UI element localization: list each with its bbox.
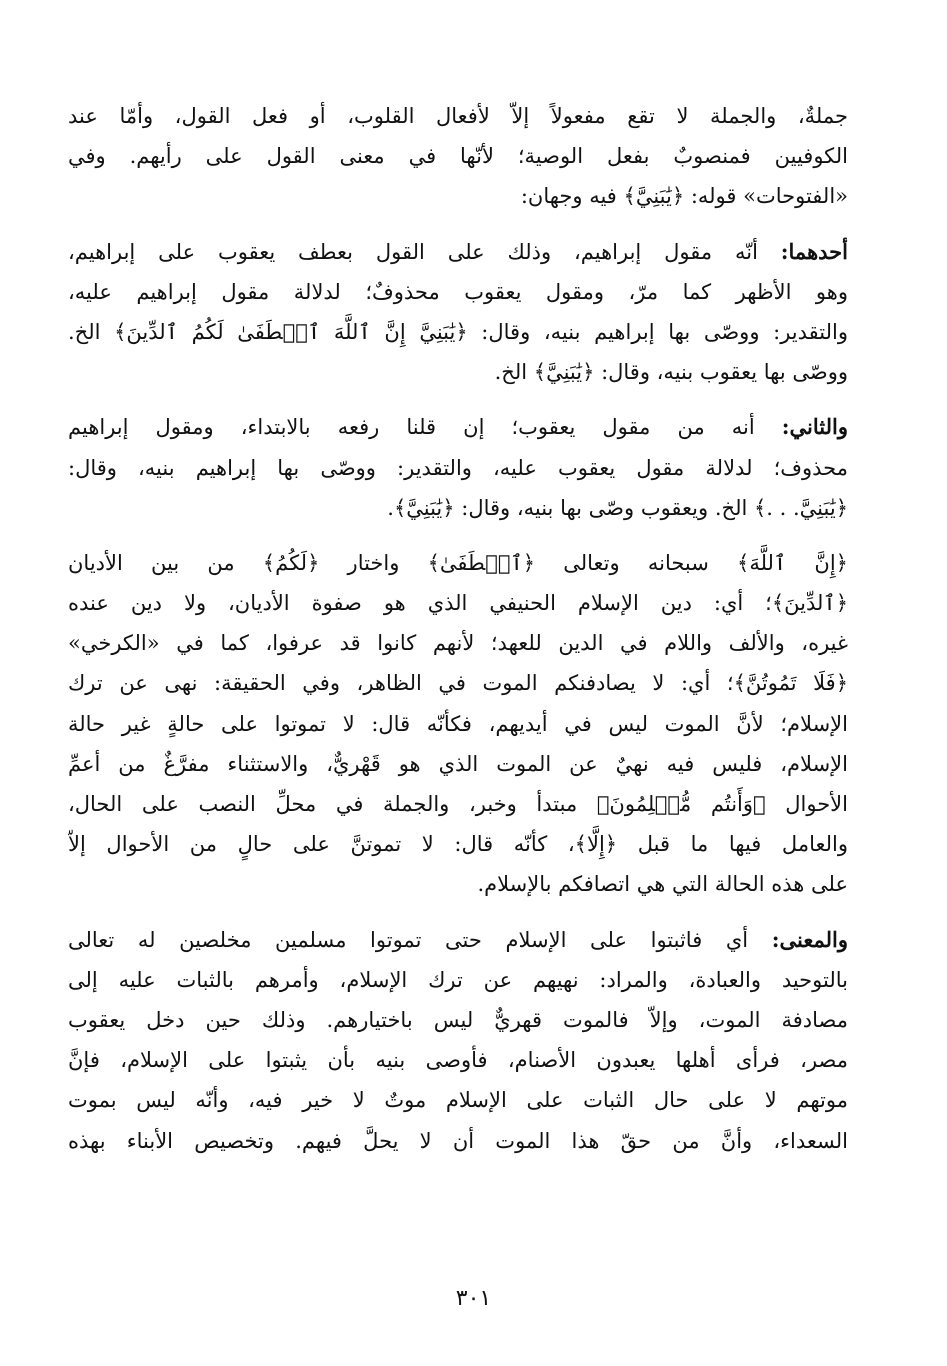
text-line [68, 407, 848, 447]
paragraph-meaning [68, 920, 848, 1161]
text-line: والعامل فيها ما قبل ﴿إِلَّا﴾، كأنّه قال: لا تموتنَّ على حالٍ من الأحوال إلاّ [68, 832, 848, 857]
text-line-rest: أنّه مقول إبراهيم، وذلك على القول بعطف يعقوب على إبراهيم، [68, 239, 781, 264]
text-line: الكوفيين فمنصوبٌ بفعل الوصية؛ لأنّها في معنى القول على رأيهم. وفي [68, 144, 848, 169]
text-line: بالتوحيد والعبادة، والمراد: نهيهم عن ترك الإسلام، وأمرهم بالثبات عليه إلى [68, 967, 848, 992]
text-line: ﴿إِنَّ ٱللَّهَ﴾ سبحانه وتعالى ﴿ٱصۡطَفَىٰ﴾ واختار ﴿لَكُمُ﴾ من بين الأديان [68, 550, 848, 575]
text-line: الإسلام؛ لأنَّ الموت ليس في أيديهم، فكأنّه قال: لا تموتوا على حالةٍ غير حالة [68, 711, 848, 736]
paragraph-lead: أحدهما: [780, 238, 848, 264]
paragraph-lead: والمعنى: [771, 926, 848, 952]
text-line [68, 920, 848, 960]
paragraph-first-view [68, 232, 848, 393]
text-line: والتقدير: ووصّى بها إبراهيم بنيه، وقال: ﴿يَٰبَنِيَّ إِنَّ ٱللَّهَ ٱصۡطَفَىٰ لَكُمُ ٱلدِّينَ﴾ الخ. [68, 319, 848, 344]
text-line: على هذه الحالة التي هي اتصافكم بالإسلام. [477, 872, 848, 897]
text-line: وهو الأظهر كما مرّ، ومقول يعقوب محذوفٌ؛ لدلالة مقول إبراهيم عليه، [68, 279, 848, 304]
text-line: الأحوال ﴿وَأَنتُم مُّسۡلِمُونَ﴾ مبتدأ وخبر، والجملة في محلِّ النصب على الحال، [68, 792, 848, 816]
paragraph-second-view [68, 407, 848, 528]
page-body [68, 96, 848, 1176]
page-number: ٣٠١ [455, 1286, 492, 1311]
text-line: ﴿فَلَا تَمُوتُنَّ﴾؛ أي: لا يصادفنكم الموت في الظاهر، وفي الحقيقة: نهى عن ترك [68, 671, 848, 696]
text-line: ﴿يَٰبَنِيَّ. . .﴾ الخ. ويعقوب وصّى بها بنيه، وقال: ﴿يَٰبَنِيَّ﴾. [387, 495, 848, 520]
text-line: «الفتوحات» قوله: ﴿يَٰبَنِيَّ﴾ فيه وجهان: [520, 184, 848, 209]
text-line [68, 232, 848, 272]
paragraph-commentary [68, 543, 848, 905]
text-line-rest: أي فاثبتوا على الإسلام حتى تموتوا مسلمين مخلصين له تعالى [68, 927, 772, 952]
text-line: السعداء، وأنَّ من حقّ هذا الموت أن لا يحلَّ فيهم. وتخصيص الأبناء بهذه [68, 1128, 848, 1153]
text-line: محذوف؛ لدلالة مقول يعقوب عليه، والتقدير: ووصّى بها إبراهيم بنيه، وقال: [68, 455, 848, 480]
text-line: غيره، والألف واللام في الدين للعهد؛ لأنهم كانوا قد عرفوا، كما في «الكرخي» [68, 631, 848, 656]
text-line: ووصّى بها يعقوب بنيه، وقال: ﴿يَٰبَنِيَّ﴾ الخ. [494, 360, 848, 385]
text-line: الإسلام، فليس فيه نهيٌ عن الموت الذي هو قَهْريٌّ، والاستثناء مفرَّغٌ من أعمِّ [68, 751, 848, 776]
paragraph-intro [68, 96, 848, 217]
text-line: مصادفة الموت، وإلاّ فالموت قهريٌّ ليس باختيارهم. وذلك حين دخل يعقوب [68, 1007, 848, 1032]
text-line: مصر، فرأى أهلها يعبدون الأصنام، فأوصى بنيه بأن يثبتوا على الإسلام، فإنَّ [68, 1048, 848, 1073]
paragraph-lead: والثاني: [781, 414, 848, 440]
text-line: جملةٌ، والجملة لا تقع مفعولاً إلاّ لأفعال القلوب، أو فعل القول، وأمّا عند [68, 104, 848, 128]
text-line-rest: أنه من مقول يعقوب؛ إن قلنا رفعه بالابتداء، ومقول إبراهيم [68, 415, 782, 440]
text-line: ﴿ٱلدِّينَ﴾؛ أي: دين الإسلام الحنيفي الذي هو صفوة الأديان، ولا دين عنده [68, 591, 848, 616]
text-line: موتهم لا على حال الثبات على الإسلام موتٌ لا خير فيه، وأنّه ليس بموت [68, 1088, 848, 1113]
